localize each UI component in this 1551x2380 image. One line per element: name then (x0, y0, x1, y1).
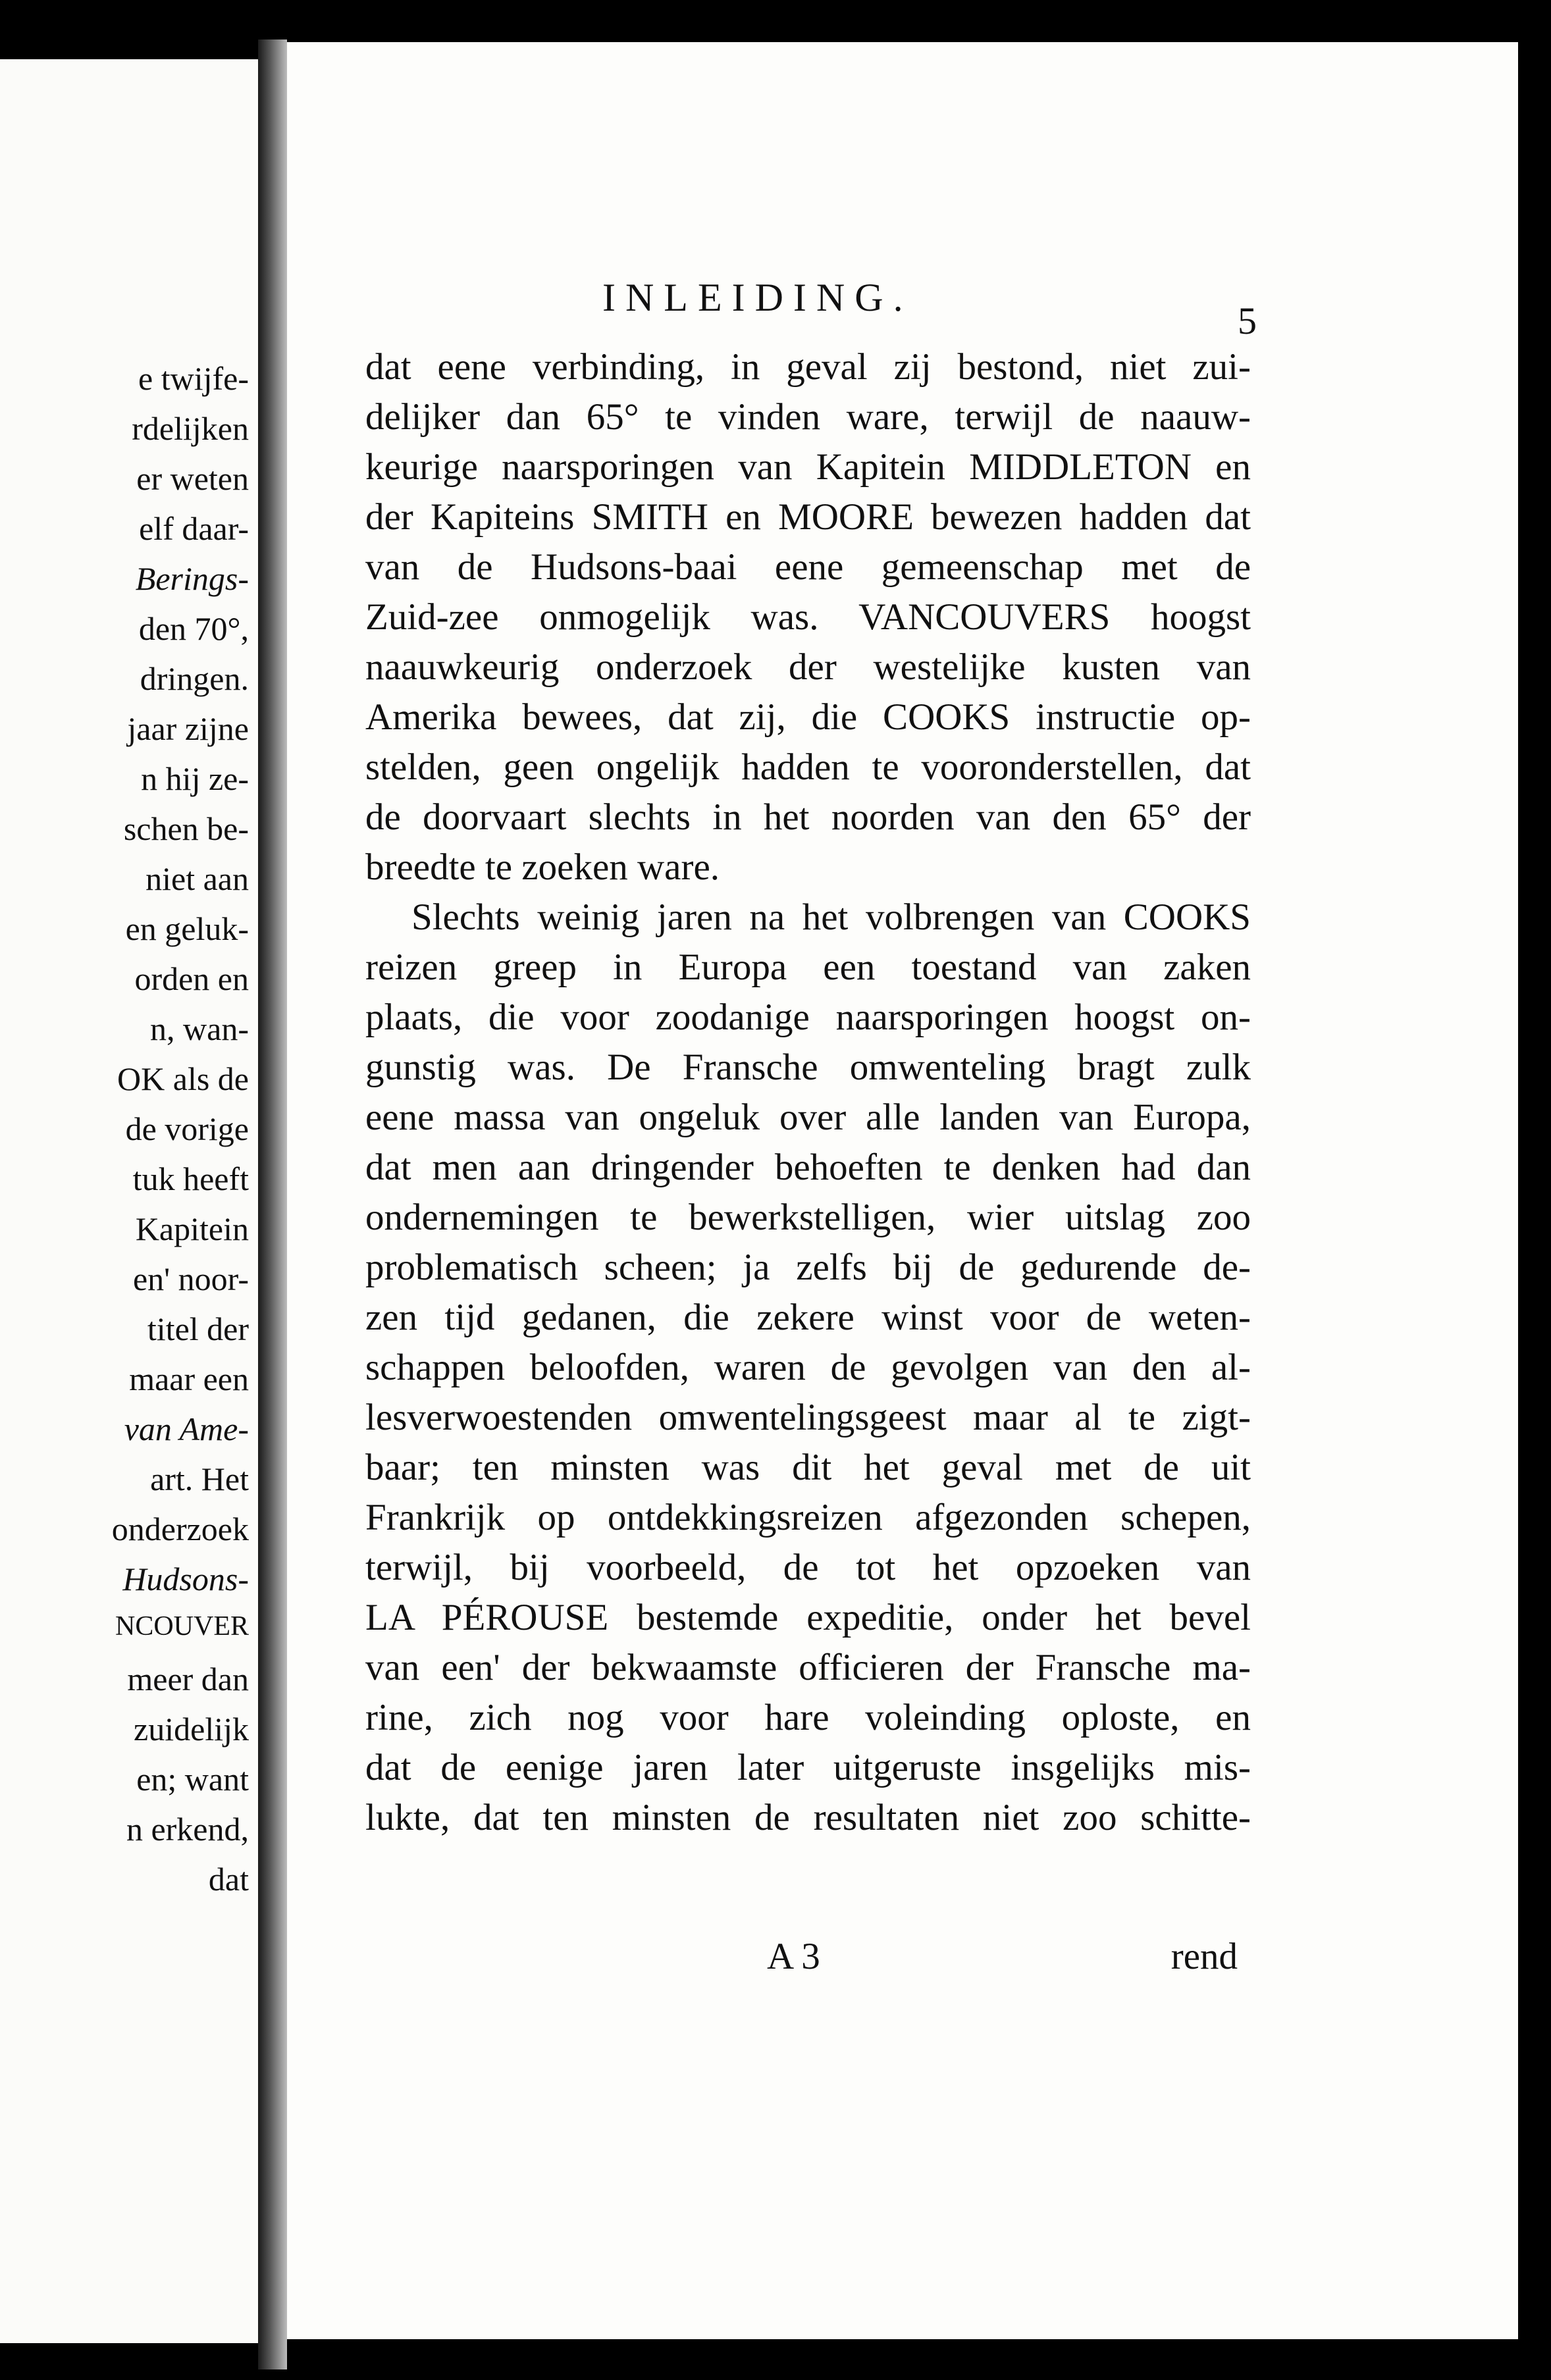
left-page-line: Hudsons- (122, 1561, 249, 1597)
text-line: Slechts weinig jaren na het volbrengen van COOKS (411, 896, 1251, 938)
text-line: gunstig was. De Fransche omwenteling bragt zulk (365, 1047, 1251, 1088)
left-page-line: rdelijken (132, 410, 249, 447)
left-page-line: e twijfe- (138, 360, 249, 397)
catchword: rend (1170, 1936, 1238, 1977)
left-page-line: dringen. (140, 660, 249, 697)
text-line: zen tijd gedanen, die zekere winst voor de weten- (365, 1297, 1251, 1338)
text-line: dat men aan dringender behoeften te denken had dan (365, 1147, 1251, 1188)
text-line: eene massa van ongeluk over alle landen van Europa, (365, 1097, 1251, 1138)
text-line: schappen beloofden, waren de gevolgen van den al- (365, 1347, 1251, 1388)
text-line: ondernemingen te bewerkstelligen, wier uitslag zoo (365, 1197, 1251, 1238)
text-line: der Kapiteins SMITH en MOORE bewezen hadden dat (365, 496, 1251, 538)
text-line: LA PÉROUSE bestemde expeditie, onder het bevel (365, 1597, 1251, 1638)
text-line: rine, zich nog voor hare voleinding oploste, en (365, 1697, 1251, 1738)
left-page-line: maar een (129, 1360, 249, 1397)
left-page-line: art. Het (150, 1461, 249, 1497)
left-page-line: NCOUVER (115, 1611, 249, 1642)
text-line: baar; ten minsten was dit het geval met de uit (365, 1447, 1251, 1488)
left-page-line: niet aan (145, 860, 249, 897)
left-page-line: en geluk- (125, 910, 249, 947)
left-page-line: n hij ze- (141, 760, 249, 797)
text-line: delijker dan 65° te vinden ware, terwijl de naauw- (365, 396, 1251, 438)
text-line: dat de eenige jaren later uitgeruste insgelijks mis- (365, 1747, 1251, 1788)
left-page-line: den 70°, (138, 610, 249, 647)
left-page-line: titel der (147, 1310, 249, 1347)
text-line: Zuid-zee onmogelijk was. VANCOUVERS hoogst (365, 596, 1251, 638)
signature-mark: A 3 (767, 1936, 820, 1977)
left-page-line: schen be- (123, 810, 249, 847)
left-page-line: tuk heeft (132, 1160, 249, 1197)
running-head: INLEIDING. (602, 276, 913, 319)
text-line: van een' der bekwaamste officieren der Fransche ma- (365, 1647, 1251, 1688)
left-page-line: orden en (134, 960, 249, 997)
left-page-line: Berings- (135, 560, 249, 597)
text-line: dat eene verbinding, in geval zij bestond, niet zui- (365, 346, 1251, 388)
text-line: terwijl, bij voorbeeld, de tot het opzoeken van (365, 1547, 1251, 1588)
text-line: naauwkeurig onderzoek der westelijke kusten van (365, 646, 1251, 688)
left-page-line: OK als de (117, 1060, 249, 1097)
page-footer (365, 1935, 1251, 1988)
left-page-line: er weten (136, 460, 249, 497)
text-line: lesverwoestenden omwentelingsgeest maar al te zigt- (365, 1397, 1251, 1438)
left-page-line: zuidelijk (134, 1711, 249, 1747)
left-page-line: dat (208, 1861, 249, 1898)
left-page-line: en' noor- (132, 1260, 249, 1297)
left-page-line: van Ame- (124, 1410, 249, 1447)
left-page-line: meer dan (127, 1661, 249, 1697)
left-page (0, 59, 258, 2343)
left-page-line: de vorige (125, 1110, 249, 1147)
left-page-line: elf daar- (139, 510, 249, 547)
left-page-line: Kapitein (135, 1210, 249, 1247)
left-page-line: n, wan- (150, 1010, 249, 1047)
text-line: stelden, geen ongelijk hadden te vooronderstellen, dat (365, 746, 1251, 788)
text-line: van de Hudsons-baai eene gemeenschap met de (365, 546, 1251, 588)
text-line: Amerika bewees, dat zij, die COOKS instructie op- (365, 696, 1251, 738)
body-text (365, 342, 1251, 1843)
text-line: keurige naarsporingen van Kapitein MIDDLETON en (365, 446, 1251, 488)
book-gutter (258, 39, 287, 2369)
text-line: lukte, dat ten minsten de resultaten niet zoo schitte- (365, 1797, 1251, 1838)
text-line: Frankrijk op ontdekkingsreizen afgezonden schepen, (365, 1497, 1251, 1538)
text-line: reizen greep in Europa een toestand van zaken (365, 946, 1251, 988)
left-page-line: jaar zijne (127, 710, 249, 747)
text-line: de doorvaart slechts in het noorden van den 65° der (365, 796, 1251, 838)
left-page-line: en; want (136, 1761, 249, 1798)
text-line: problematisch scheen; ja zelfs bij de gedurende de- (365, 1247, 1251, 1288)
text-line: breedte te zoeken ware. (365, 846, 720, 888)
text-line: plaats, die voor zoodanige naarsporingen hoogst on- (365, 996, 1251, 1038)
page-number: 5 (1238, 299, 1257, 342)
left-page-line: onderzoek (111, 1511, 249, 1547)
left-page-line: n erkend, (126, 1811, 249, 1848)
